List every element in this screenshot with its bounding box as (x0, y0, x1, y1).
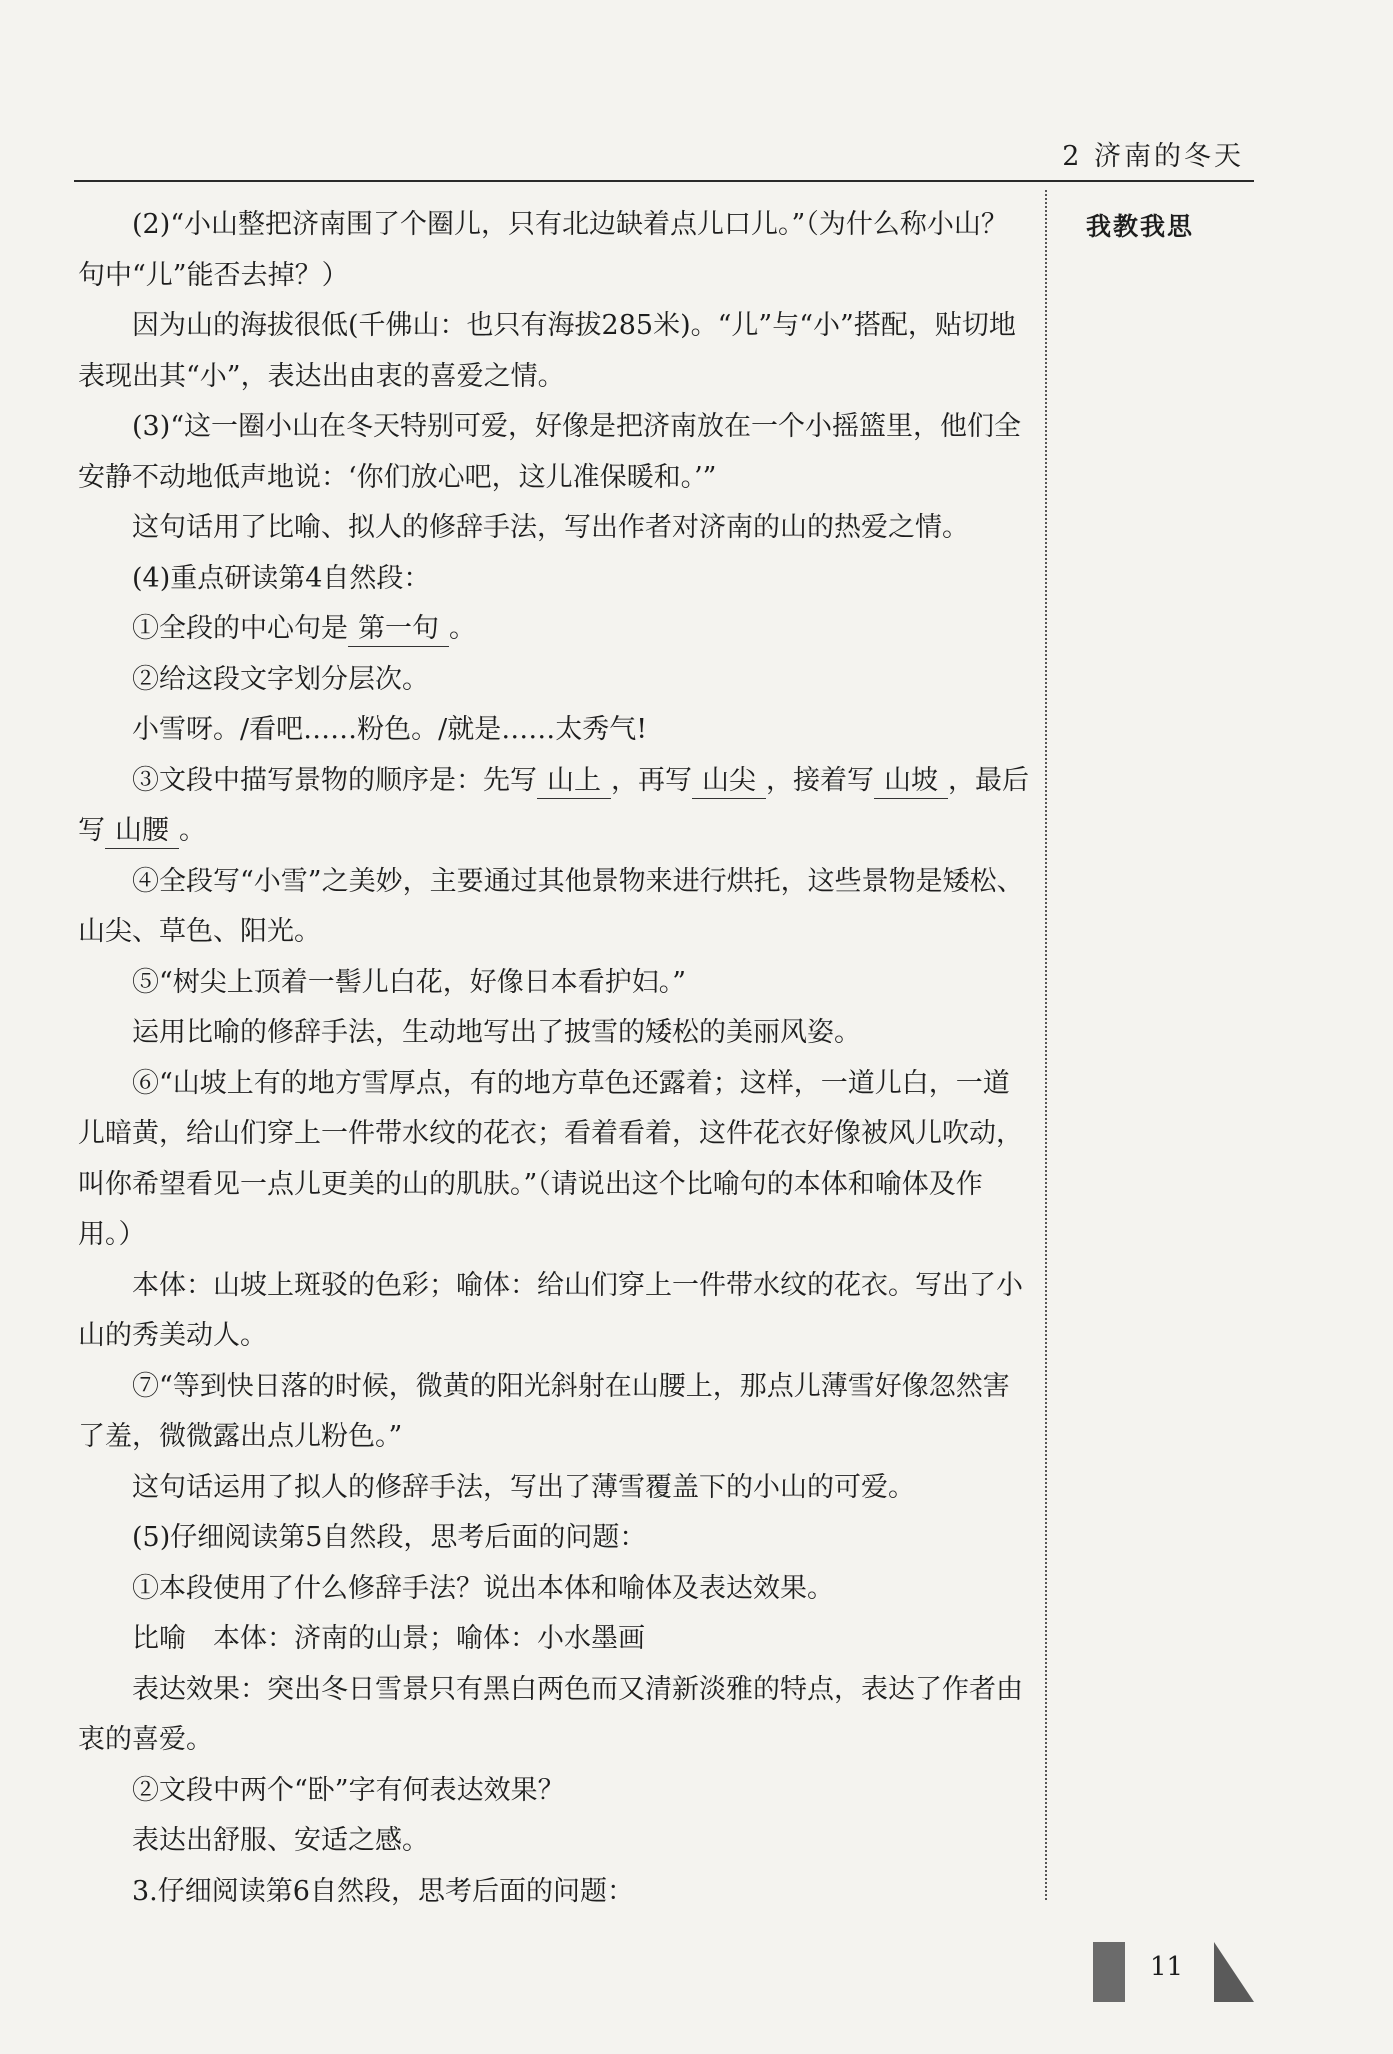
question-3: (3)“这一圈小山在冬天特别可爱，好像是把济南放在一个小摇篮里，他们全安静不动地低声地说：‘你们放心吧，这儿准保暖和。’” (78, 411, 1022, 493)
item-4-3-text-a: ③文段中描写景物的顺序是：先写 (132, 764, 537, 796)
item-4-1-text: ①全段的中心句是 (132, 613, 348, 644)
answer-blank: 第一句 (348, 612, 449, 647)
question-2: (2)“小山整把济南围了个圈儿，只有北边缺着点儿口儿。”（为什么称小山？句中“儿”能否去掉？） (78, 209, 1008, 291)
item-4-7: ⑦“等到快日落的时候，微黄的阳光斜射在山腰上，那点儿薄雪好像忽然害了羞，微微露出点儿粉色。” (78, 1370, 1010, 1452)
answer-4-6: 本体：山坡上斑驳的色彩；喻体：给山们穿上一件带水纹的花衣。写出了小山的秀美动人。 (78, 1269, 1023, 1351)
item-5-1: ①本段使用了什么修辞手法？说出本体和喻体及表达效果。 (132, 1572, 834, 1604)
main-content (78, 200, 1033, 1917)
footer-triangle (1214, 1942, 1254, 2002)
answer-4-7: 这句话运用了拟人的修辞手法，写出了薄雪覆盖下的小山的可爱。 (132, 1471, 915, 1503)
item-4-3-text-d: ，最后写 (78, 764, 1029, 846)
answer-5-1: 比喻 本体：济南的山景；喻体：小水墨画 (132, 1623, 645, 1654)
item-4-3-text-e: 。 (179, 815, 206, 846)
answer-4-5: 运用比喻的修辞手法，生动地写出了披雪的矮松的美丽风姿。 (132, 1017, 861, 1048)
sidebar-divider (1045, 190, 1047, 1900)
item-4-4-end: 。 (294, 916, 321, 947)
item-4-4 (78, 857, 1033, 958)
answer-5-2: 表达出舒服、安适之感。 (132, 1825, 429, 1856)
item-4-2: ②给这段文字划分层次。 (132, 663, 429, 695)
chapter-title: 2 济南的冬天 (1062, 141, 1244, 172)
answer-4-2: 小雪呀。/看吧……粉色。/就是……太秀气! (132, 714, 648, 745)
footer-block (1093, 1942, 1125, 2002)
item-4-5: ⑤“树尖上顶着一髻儿白花，好像日本看护妇。” (132, 966, 687, 998)
item-4-6: ⑥“山坡上有的地方雪厚点，有的地方草色还露着；这样，一道儿白，一道儿暗黄，给山们穿上一件带水纹的花衣；看着看着，这件花衣好像被风儿吹动，叫你希望看见一点儿更美的山的肌肤。”（请说出这个比喻句的本体和喻体及作用。） (78, 1067, 1023, 1250)
item-4-3-text-b: ，再写 (611, 764, 692, 796)
item-4-4-text: ④全段写“小雪”之美妙，主要通过其他景物来进行烘托，这些景物是 (132, 865, 943, 897)
answer-3: 这句话用了比喻、拟人的修辞手法，写出作者对济南的山的热爱之情。 (132, 512, 969, 543)
question-3-section: 3.仔细阅读第6自然段，思考后面的问题： (132, 1875, 634, 1907)
item-4-3 (78, 756, 1033, 857)
answer-blank: 山坡 (874, 764, 948, 799)
question-5: (5)仔细阅读第5自然段，思考后面的问题： (132, 1522, 647, 1553)
item-4-1 (78, 604, 1033, 655)
answer-blank: 山腰 (105, 814, 179, 849)
item-4-1-end: 。 (449, 613, 476, 644)
page-number: 11 (1150, 1952, 1184, 1982)
question-4: (4)重点研读第4自然段： (132, 562, 431, 594)
item-4-3-text-c: ，接着写 (766, 764, 874, 796)
answer-blank: 山上 (537, 764, 611, 799)
answer-blank: 山尖 (692, 764, 766, 799)
item-5-2: ②文段中两个“卧”字有何表达效果？ (132, 1774, 565, 1806)
item-4-4-answer: 矮松、山尖、草色、阳光 (78, 865, 1024, 947)
answer-2: 因为山的海拔很低(千佛山：也只有海拔285米)。“儿”与“小”搭配，贴切地表现出其“小”，表达出由衷的喜爱之情。 (78, 310, 1016, 392)
page-header (74, 128, 1254, 182)
sidebar-title: 我教我思 (1086, 212, 1195, 241)
answer-5-1-effect: 表达效果：突出冬日雪景只有黑白两色而又清新淡雅的特点，表达了作者由衷的喜爱。 (78, 1673, 1023, 1755)
